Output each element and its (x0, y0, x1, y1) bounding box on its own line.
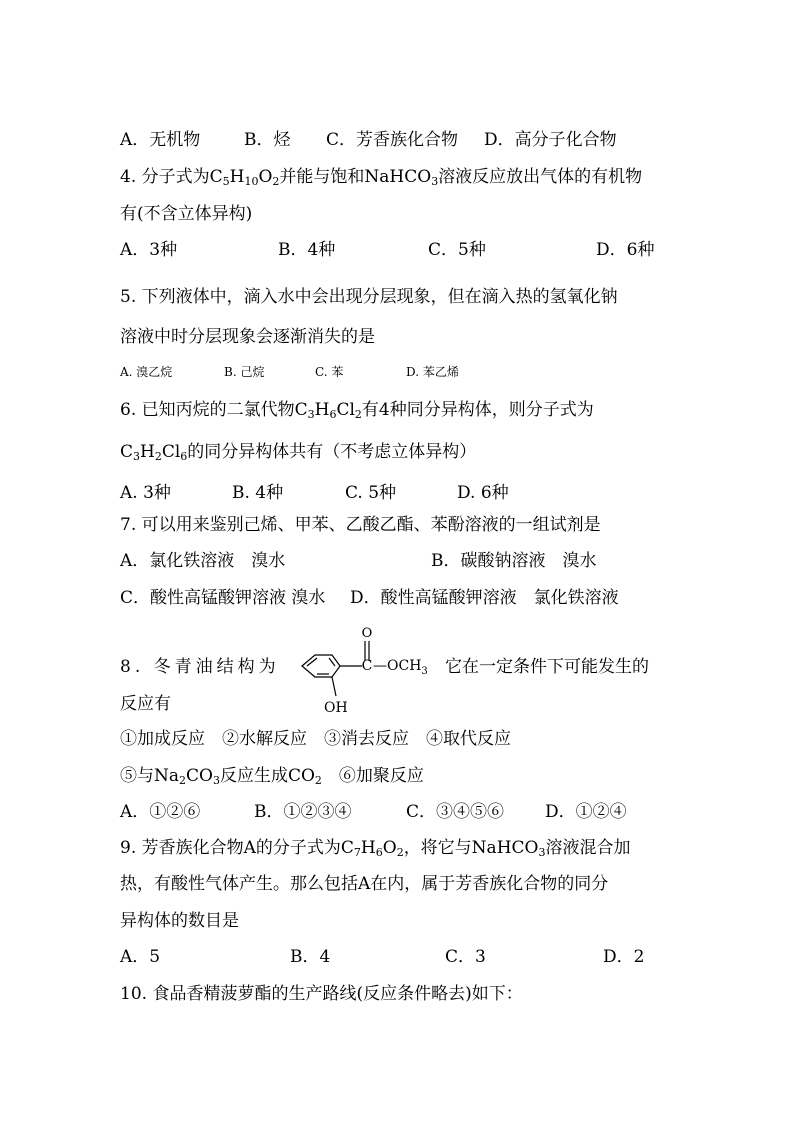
q5-option-b: B. 己烷 (224, 365, 265, 379)
q5-option-a: A. 溴乙烷 (120, 365, 173, 379)
q8-option-a: A．①②⑥ (120, 802, 201, 822)
q8-option-d: D．①②④ (545, 802, 627, 822)
q7-stem: 7. 可以用来鉴别己烯、甲苯、乙酸乙酯、苯酚溶液的一组试剂是 (120, 515, 601, 535)
q3-options (120, 130, 617, 150)
q8-options (120, 802, 627, 822)
q9-stem-line-3: 异构体的数目是 (120, 911, 239, 931)
oh-bond (332, 677, 336, 696)
q8-stem-line-2: 反应有 (120, 694, 171, 714)
q7-option-a: A．氯化铁溶液 溴水 (120, 551, 286, 571)
q6-stem-line-1: 6. 已知丙烷的二氯代物$C_3H_6Cl_2$有4种同分异构体，则分子式为 (120, 400, 594, 421)
q8-reactions-line-2: ⑤与$Na_2CO_3$反应生成$CO_2$ ⑥加聚反应 (120, 766, 424, 787)
q7-options-row-2 (120, 588, 619, 608)
q3-option-a: A．无机物 (120, 130, 201, 150)
q8-stem-line-1a: 8. 冬青油结构为 (120, 657, 280, 677)
q6-option-d: D. 6种 (457, 483, 509, 503)
carbonyl-o-label: O (361, 626, 373, 641)
q4-stem-line-1: 4. 分子式为$C_5H_{10}O_2$并能与饱和NaHCO$_3$溶液反应放出气体的有机物 (120, 167, 643, 188)
q7-option-c: C．酸性高锰酸钾溶液 溴水 (120, 588, 326, 608)
q8-stem-line-1b: 它在一定条件下可能发生的 (445, 657, 649, 677)
q9-option-b: B．4 (290, 947, 331, 967)
q6-stem-line-2: $C_3H_2Cl_6$的同分异构体共有（不考虑立体异构） (120, 442, 477, 463)
q8-reactions-line-1: ①加成反应 ②水解反应 ③消去反应 ④取代反应 (120, 729, 511, 749)
wintergreen-oil-structure (292, 624, 442, 720)
q8-option-c: C．③④⑤⑥ (406, 802, 505, 822)
q7-option-d: D．酸性高锰酸钾溶液 氯化铁溶液 (350, 588, 619, 608)
q3-option-c: C．芳香族化合物 (326, 130, 459, 150)
q3-option-b: B．烃 (244, 130, 291, 150)
hydroxyl-label: OH (324, 700, 348, 716)
q4-option-c: C．5种 (428, 240, 486, 260)
q9-options (120, 947, 644, 967)
q9-option-c: C．3 (445, 947, 486, 967)
q4-option-b: B．4种 (278, 240, 336, 260)
q4-stem-line-2: 有(不含立体异构) (120, 204, 253, 224)
q4-option-a: A．3种 (120, 240, 178, 260)
q7-options-row-1 (120, 551, 597, 571)
q6-options (120, 483, 509, 503)
q9-stem-line-2: 热，有酸性气体产生。那么包括A在内，属于芳香族化合物的同分 (120, 874, 609, 894)
carbon-label: C (361, 658, 373, 674)
q9-stem-line-1: 9. 芳香族化合物A的分子式为$C_7H_6O_2$，将它与NaHCO$_3$溶液混合加 (120, 838, 631, 859)
q8-option-b: B．①②③④ (254, 802, 352, 822)
q9-option-a: A．5 (120, 947, 161, 967)
q4-option-d: D．6种 (596, 240, 655, 260)
q9-option-d: D．2 (603, 947, 645, 967)
q5-stem-line-1: 5. 下列液体中，滴入水中会出现分层现象，但在滴入热的氢氧化钠 (120, 287, 618, 307)
q3-option-d: D．高分子化合物 (484, 130, 617, 150)
q5-options (120, 365, 459, 379)
q5-stem-line-2: 溶液中时分层现象会逐渐消失的是 (120, 327, 375, 347)
q7-option-b: B．碳酸钠溶液 溴水 (431, 551, 597, 571)
q10-stem: 10. 食品香精菠萝酯的生产路线(反应条件略去)如下： (120, 984, 523, 1004)
q5-option-d: D. 苯乙烯 (406, 365, 459, 379)
q6-option-c: C. 5种 (345, 483, 397, 503)
ester-group-label: $—OCH_3$ (373, 658, 428, 677)
q5-option-c: C. 苯 (315, 365, 344, 379)
q4-options (120, 240, 654, 260)
q6-option-a: A. 3种 (120, 483, 171, 503)
q6-option-b: B. 4种 (232, 483, 284, 503)
